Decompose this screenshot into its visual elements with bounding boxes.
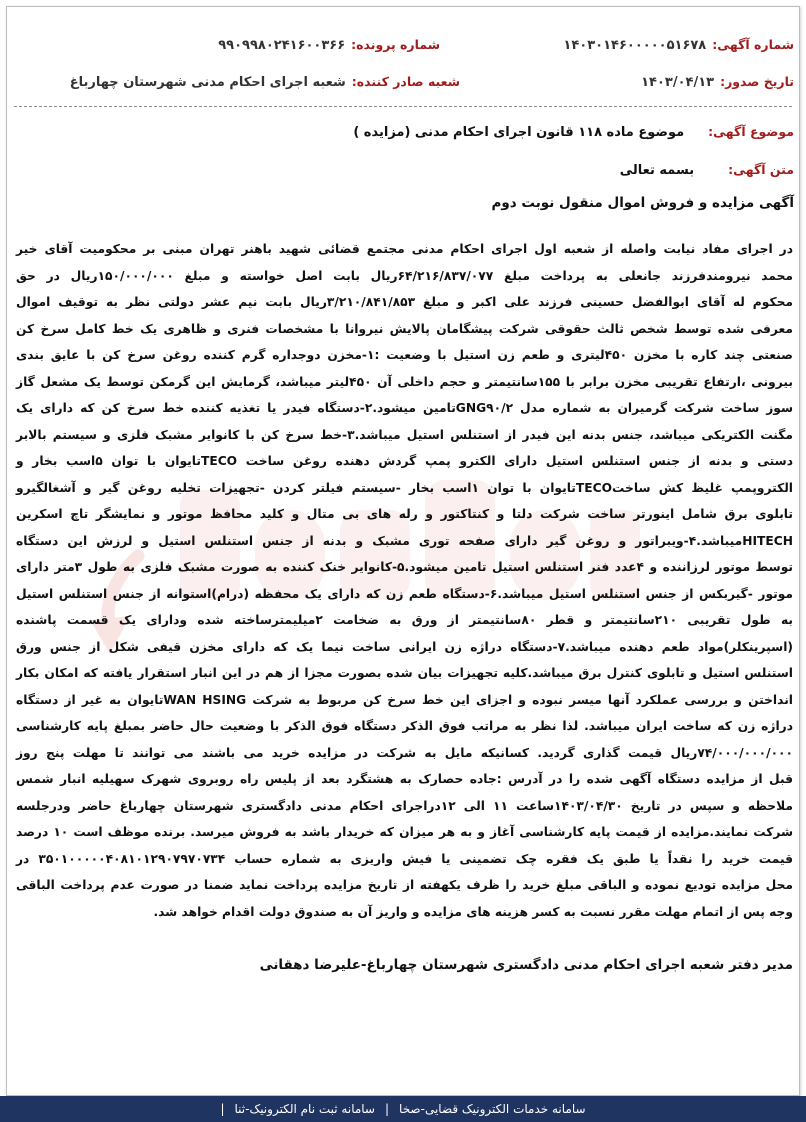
issue-date-field (641, 73, 794, 92)
body-line-text: توسط موتور لرزاننده و ۴عدد فنر استنلس استیل تامین میشود.۵-کانوایر خنک کننده به صورت مشبک فلزی به طول ۳متر دارای (16, 560, 793, 574)
body-line-text: دستی و بدنه از جنس استنلس استیل دارای الکترو پمپ گردش دهنده روغن ساخت TECOتایوان با توان ۵اسب بخار و (15, 454, 793, 468)
body-line-text: محل مزایده تودیع نموده و الباقی مبلغ خرید را ظرف یکهفته از تاریخ مزایده پرداخت نماید ضمنا در صورت عدم پرداخت الباقی (16, 878, 793, 892)
body-line-text: استنلس استیل و تابلوی کنترل برق میباشد.کلیه تجهیزات بیان شده بصورت مجزا از هم در این انبار استقرار یافته که امکان بکار (16, 666, 793, 680)
body-line-text: الکتروپمپ غلیظ کش ساختTECOتایوان با توان ۱اسب بخار -سیستم فیلتر کردن -تجهیزات تخلیه روغن گیر و آشغالگیرو (16, 480, 793, 495)
salutation: بسمه تعالی (619, 163, 695, 178)
issue-date-label: تاریخ صدور: (720, 74, 794, 89)
body-line-text: محکوم له آقای ابوالفضل حسینی فرزند علی اکبر و مبلغ ۳/۲۱۰/۸۴۱/۸۵۳ریال بابت نیم عشر دولتی نظر به توقیف اموال (15, 295, 793, 309)
body-line-text: ۷۴/۰۰۰/۰۰۰/۰۰۰ریال قیمت گذاری گردید. کسانیکه مایل به شرکت در مزایده خرید می باشند می توانند تا مهلت پنج روز (16, 745, 793, 760)
body-line-text: به طول تقریبی ۲۱۰سانتیمتر و قطر ۸۰سانتیمتر از ورق به ضخامت ۲میلیمترساخته شده ودارای یک قسمت پاشنده (16, 613, 793, 627)
body-line-text: موتور -گیربکس از جنس استنلس استیل میباشد.۶-دستگاه طعم زن که دارای یک محفظه (درام)استوانه از جنس استنلس استیل (16, 586, 793, 601)
body-line-text: HITECHمیباشد.۴-ویبراتور و روغن گیر دارای صفحه توری مشبک و بدنه از جنس استنلس استیل و لرزش این دستگاه (16, 533, 793, 548)
issuing-branch-field (70, 73, 460, 92)
body-line-row (15, 871, 793, 898)
body-line-row (15, 394, 793, 421)
body-line-text: (اسپرینکلر)مواد طعم دهنده میباشد.۷-دستگاه دراژه زن ایرانی ساخت نیما یک که دارای مخزن قیفی شکل از جنس ورق (16, 639, 793, 654)
body-line-row (15, 368, 793, 395)
body-line-text: بیرونی ،ارتفاع تقریبی مخزن برابر با ۱۵۵سانتیمتر و حجم داخلی آن ۴۵۰لیتر میباشد، گرمایش این گرمکن توسط یک مشعل گاز (16, 374, 793, 389)
body-line-row (15, 712, 793, 739)
body-line-row (15, 527, 793, 554)
body-line-row (15, 898, 793, 925)
body-line-row (15, 686, 793, 713)
body-line-text: ملاحظه و سپس در تاریخ ۱۴۰۳/۰۴/۳۰ساعت ۱۱ الی ۱۲دراجرای احکام مدنی دادگستری شهرستان چهارباغ حاضر ودرجلسه (16, 798, 793, 813)
body-line-text: قبل از مزایده دستگاه آگهی شده را در آدرس :جاده حصارک به هشتگرد بعد از پلیس راه روبروی شهرک سهیلیه انبار شمس (16, 772, 793, 786)
notice-number-field (563, 36, 794, 55)
body-line-row (15, 474, 793, 501)
body-line-text: محمد نیرومندفرزند جانعلی به پرداخت مبلغ ۶۴/۲۱۶/۸۳۷/۰۷۷ریال بابت اصل خواسته و مبلغ ۱۵۰/۰۰۰/۰۰۰ریال در حق (16, 268, 793, 283)
notice-heading: آگهی مزایده و فروش اموال منقول نوبت دوم (491, 195, 794, 211)
body-line-text: معرفی شده توسط شخص ثالث حقوقی شرکت پیشگامان پالایش نیروانا با مشخصات فنری و ظاهری یک خط کامل سرخ کن (16, 321, 793, 336)
body-line-row (15, 447, 793, 474)
notice-text-field (620, 161, 794, 180)
body-line-row (15, 765, 793, 792)
body-line-text: مگنت الکتریکی میباشد، جنس بدنه این فیدر از استنلس استیل میباشد.۳-خط سرخ کن با کانوایر مشبک فلزی و سیستم بالابر (16, 427, 793, 442)
body-line-text: انداختن و بررسی عملکرد آنها میسر نبوده و اجزای این خط سرخ کن مربوط به شرکت WAN HSINGتایوان به غیر از دستگاه (16, 692, 793, 707)
body-line-row (15, 315, 793, 342)
footer-bar (0, 1096, 806, 1122)
subject-label: موضوع آگهی: (708, 124, 794, 139)
body-line-row (15, 792, 793, 819)
subject-value: موضوع ماده ۱۱۸ قانون اجرای احکام مدنی (مزایده ) (353, 125, 685, 140)
footer-link-sakha[interactable]: سامانه خدمات الکترونیک قضایی-صخا (399, 1102, 586, 1116)
notice-text-label: متن آگهی: (728, 162, 794, 177)
body-line-row (15, 633, 793, 660)
body-line-text: قیمت خرید را نقداً یا طبق یک فقره چک تضمینی یا فیش واریزی به شماره حساب ۳۵۰۱۰۰۰۰۰۴۰۸۱۰۱۲۹۰۷۹۷۰۷۳۴ در (16, 851, 793, 866)
body-line-row (15, 659, 793, 686)
body-line-text: صنعتی چند کاره با مخزن ۴۵۰لیتری و طعم زن استیل با وضعیت :۱-مخزن دوجداره گرم کننده روغن سرخ کن با عایق بندی (16, 348, 793, 362)
notice-body (15, 235, 793, 924)
body-line-text: در اجرای مفاد نیابت واصله از شعبه اول اجرای احکام مدنی مجتمع قضائی شهید باهنر تهران مبنی بر محکومیت آقای خیر (16, 242, 793, 256)
body-line-row (15, 818, 793, 845)
notice-number-label: شماره آگهی: (712, 37, 794, 52)
issue-date-value: ۱۴۰۳/۰۴/۱۳ (641, 75, 715, 90)
case-number-label: شماره پرونده: (351, 37, 440, 52)
body-line-row (15, 421, 793, 448)
body-line-row (15, 235, 793, 262)
body-line-row (15, 606, 793, 633)
issuing-branch-label: شعبه صادر کننده: (351, 74, 460, 89)
footer-link-sana[interactable]: سامانه ثبت نام الکترونیک-ثنا (234, 1102, 375, 1116)
body-line-row (15, 341, 793, 368)
body-line-text: وجه پس از اتمام مهلت مقرر نسبت به کسر هزینه های مزایده و واریز آن به صندوق دولت اقدام خواهد شد. (153, 904, 793, 919)
body-line-row (15, 553, 793, 580)
body-line-row (15, 739, 793, 766)
body-line-row (15, 262, 793, 289)
case-number-field (218, 36, 440, 55)
footer-separator: | (220, 1102, 225, 1116)
notice-number-value: ۱۴۰۳۰۱۴۶۰۰۰۰۰۵۱۶۷۸ (563, 38, 707, 53)
body-line-row (15, 500, 793, 527)
signature: مدیر دفتر شعبه اجرای احکام مدنی دادگستری شهرستان چهارباغ-علیرضا دهقانی (259, 957, 793, 973)
body-line-text: سوز ساخت شرکت گرمیران به شماره مدل GNG۹۰/۲تامین میشود.۲-دستگاه فیدر یا تغذیه کننده خط سرخ کن که دارای یک (16, 401, 793, 415)
issuing-branch-value: شعبه اجرای احکام مدنی شهرستان چهارباغ (69, 75, 346, 90)
header-divider (14, 106, 792, 107)
case-number-value: ۹۹۰۹۹۸۰۲۴۱۶۰۰۳۶۶ (218, 38, 346, 53)
footer-separator: | (384, 1102, 390, 1116)
subject-field (353, 123, 794, 142)
body-line-row (15, 845, 793, 872)
body-line-text: تابلوی برق شامل اینورتر ساخت شرکت دلتا و کنتاکتور و رله های بی متال و کلید محافظ موتور و نمایشگر تاچ اسکرین (16, 507, 793, 521)
body-line-row (15, 288, 793, 315)
body-line-row (15, 580, 793, 607)
body-line-text: شرکت نمایند.مزایده از قیمت پایه کارشناسی آغاز و به هر میزان که خریدار باشد به فروش میرسد. برنده موظف است ۱۰ درصد (16, 825, 793, 839)
body-line-text: دراژه زن که ساخت ایران میباشد. لذا نظر به مراتب فوق الذکر دستگاه فوق الذکر با وضعیت حال حاضر بمبلغ پایه کارشناسی (16, 719, 793, 733)
